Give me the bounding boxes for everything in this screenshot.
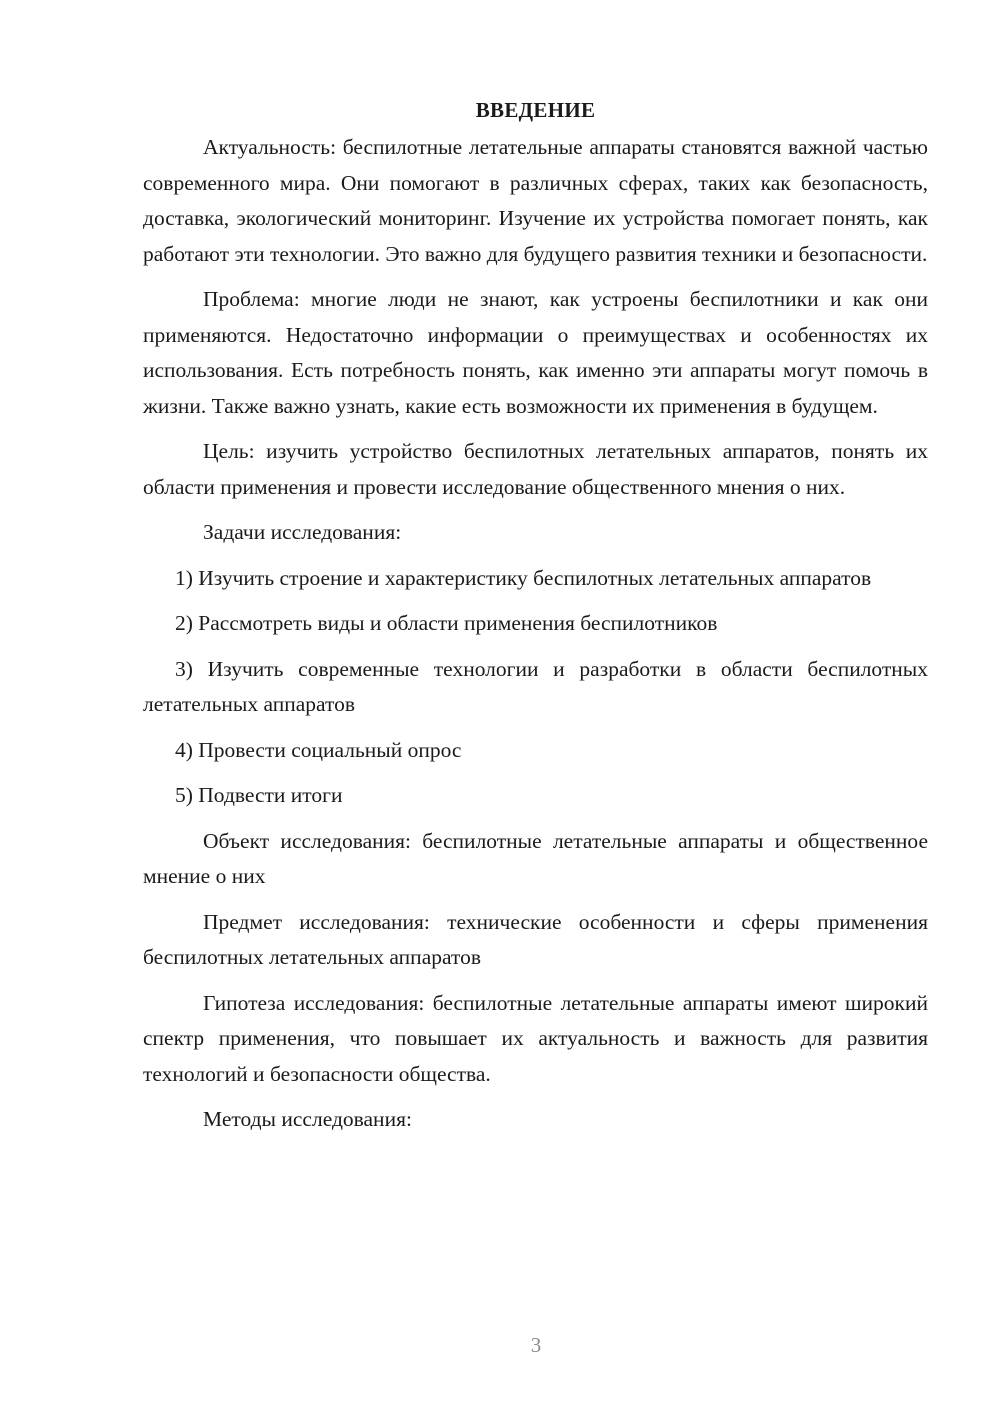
page-content (143, 95, 928, 1148)
list-item: 3) Изучить современные технологии и разработки в области беспилотных летательных аппаратов (143, 656, 928, 716)
paragraph-subject: Предмет исследования: технические особенности и сферы применения беспилотных летательных аппаратов (143, 909, 928, 969)
list-item: 5) Подвести итоги (175, 783, 343, 807)
paragraph-object: Объект исследования: беспилотные летательные аппараты и общественное мнение о них (143, 828, 928, 888)
methods-title: Методы исследования: (203, 1107, 412, 1131)
paragraph-relevance: Актуальность: беспилотные летательные аппараты становятся важной частью современного мира. Они помогают в различных сферах, таких как безопасность, доставка, экологический мониторинг. Изучение их устройства помогает понять, как работают эти технологии. Это важно для будущего развития техники и безопасности. (143, 135, 928, 266)
list-item: 4) Провести социальный опрос (175, 737, 462, 762)
paragraph-hypothesis: Гипотеза исследования: беспилотные летательные аппараты имеют широкий спектр применения, что повышает их актуальность и важность для развития технологий и безопасности общества. (143, 990, 928, 1086)
page-number: 3 (530, 1333, 542, 1357)
section-heading: ВВЕДЕНИЕ (475, 98, 596, 122)
list-item: 1) Изучить строение и характеристику беспилотных летательных аппаратов (175, 565, 872, 590)
paragraph-problem: Проблема: многие люди не знают, как устроены беспилотники и как они применяются. Недостаточно информации о преимуществах и особенностях их использования. Есть потребность понять, как именно эти аппараты могут помочь в жизни. Также важно узнать, какие есть возможности их применения в будущем. (143, 287, 928, 418)
tasks-title: Задачи исследования: (203, 520, 402, 544)
paragraph-goal: Цель: изучить устройство беспилотных летательных аппаратов, понять их области применения и провести исследование общественного мнения о них. (143, 439, 928, 499)
list-item: 2) Рассмотреть виды и области применения беспилотников (175, 611, 718, 635)
